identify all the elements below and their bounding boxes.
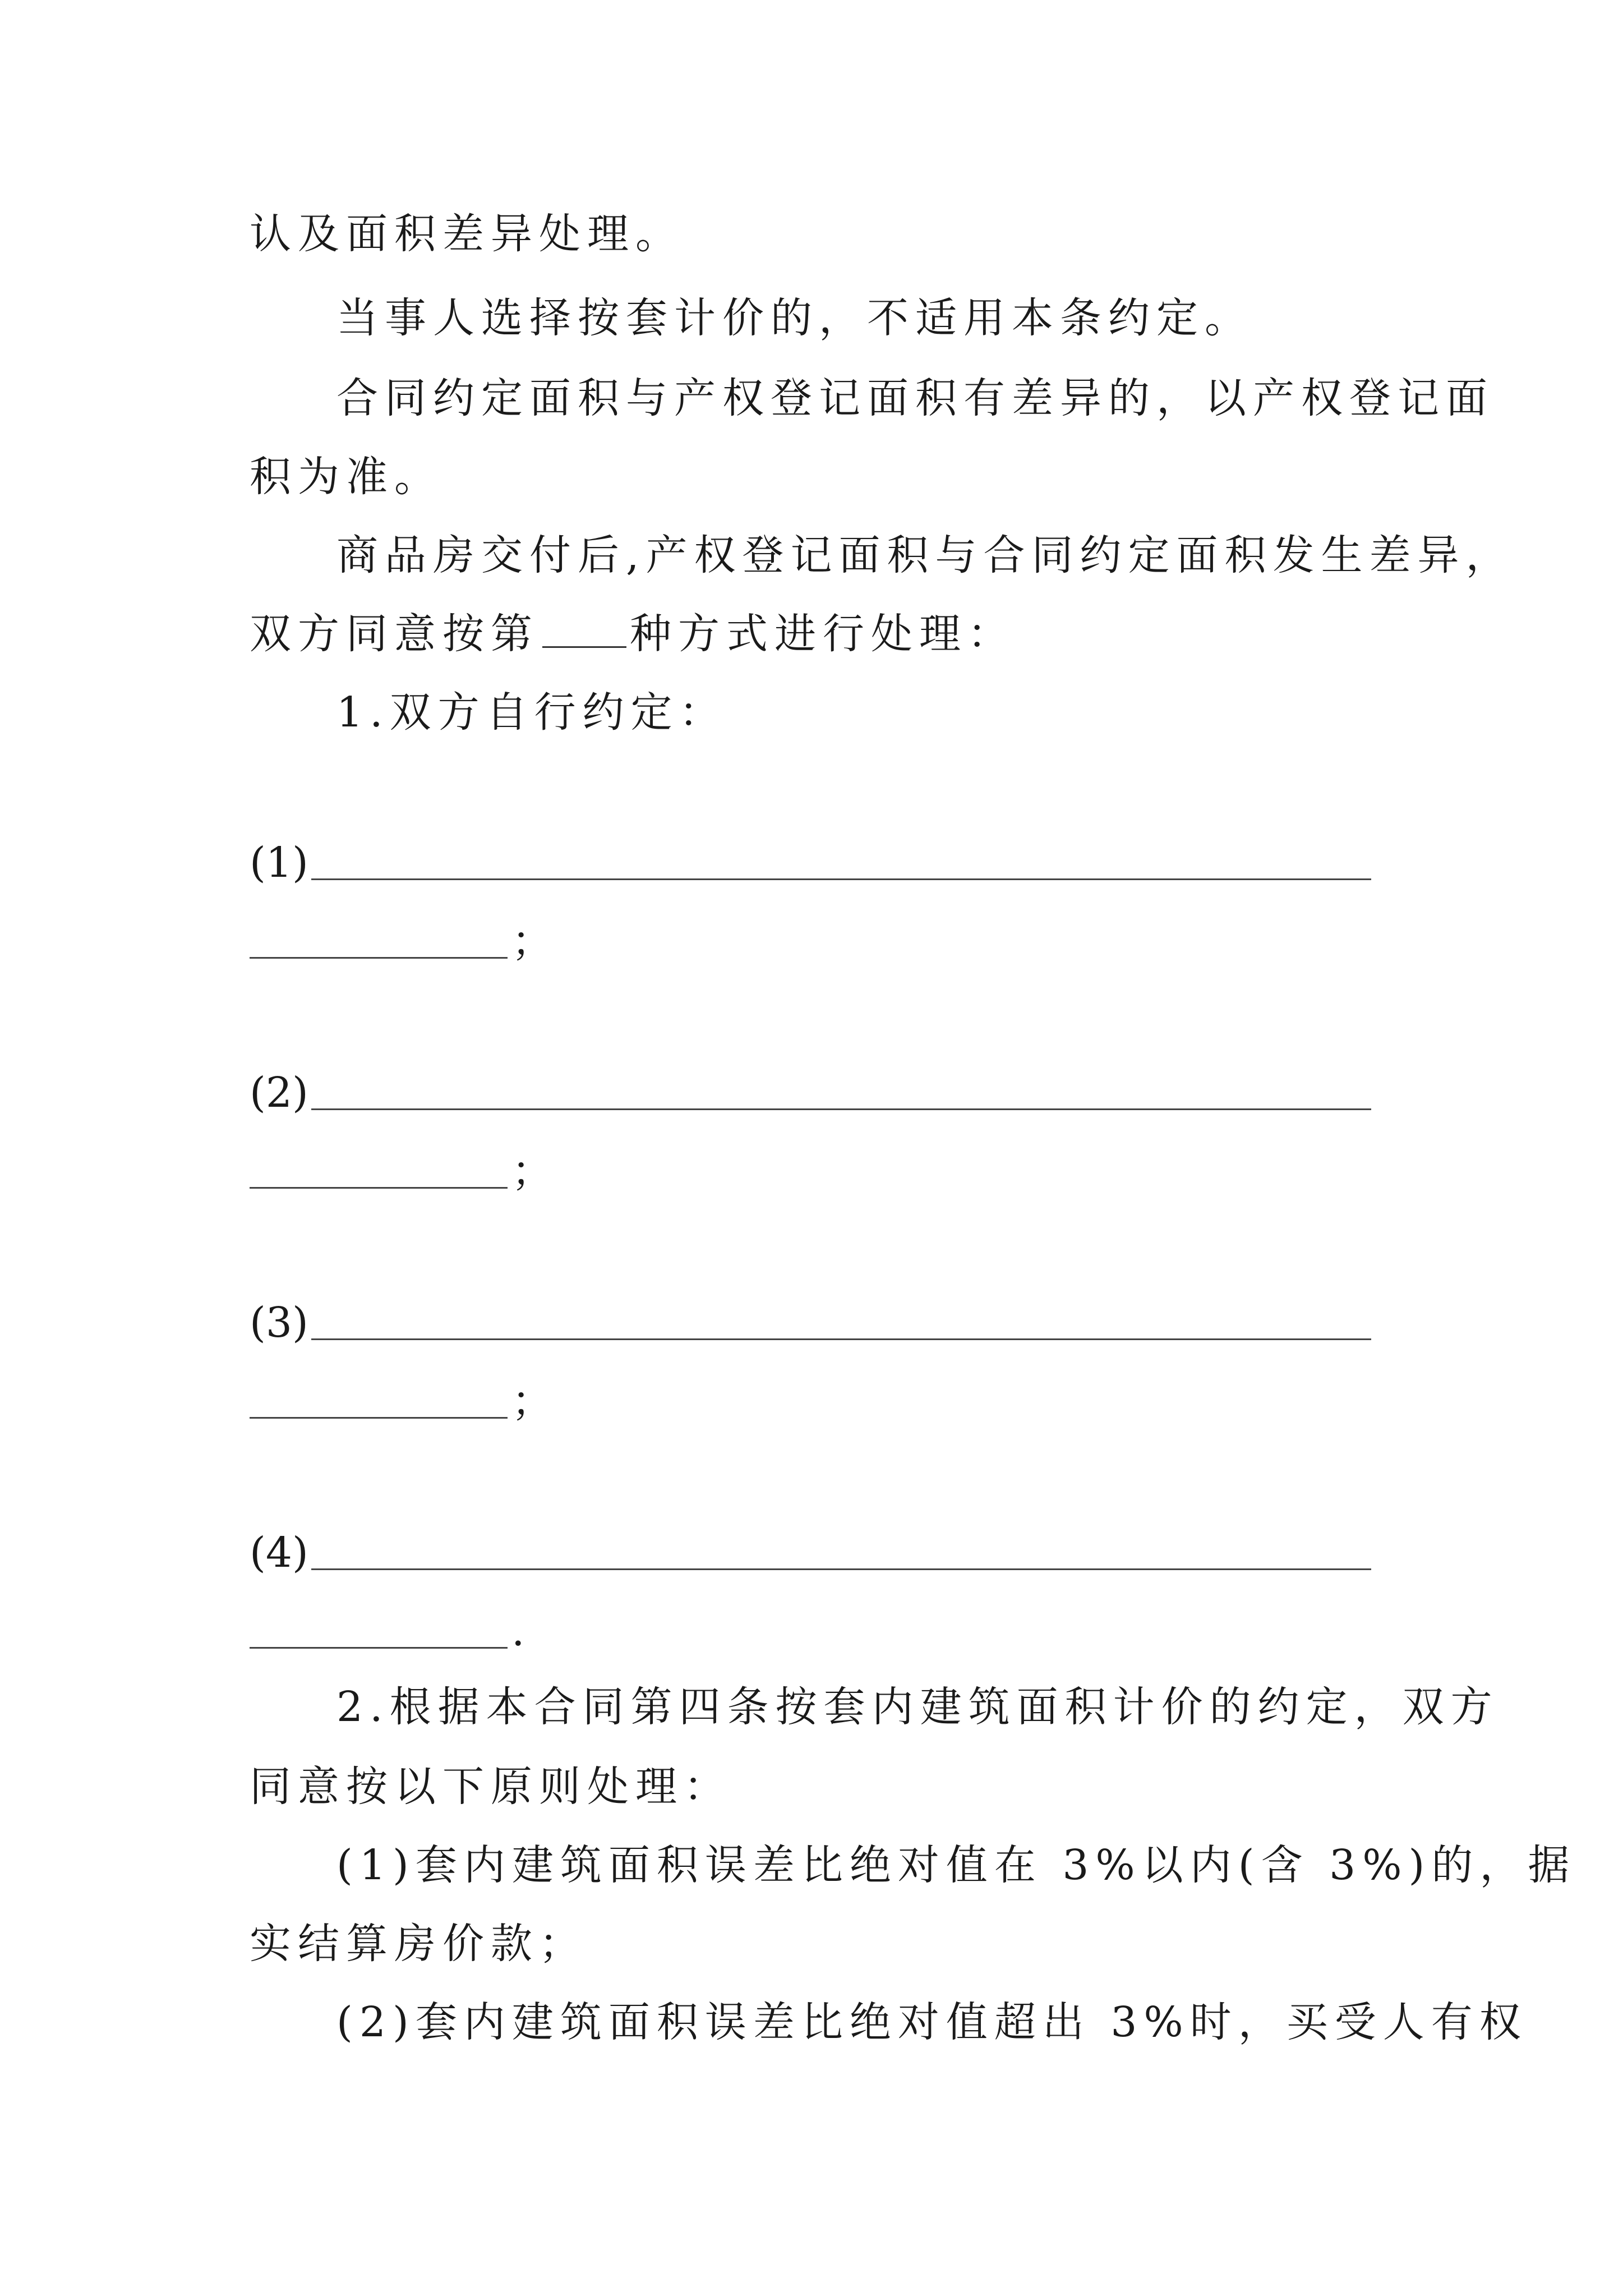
paragraph-line bbox=[250, 609, 1016, 659]
fill-item-label: (3) bbox=[250, 1299, 308, 1347]
paragraph-line: 同意按以下原则处理： bbox=[250, 1763, 732, 1811]
paragraph-line: 合同约定面积与产权登记面积有差异的，以产权登记面 bbox=[336, 374, 1494, 422]
fill-item-blank-line[interactable] bbox=[250, 1187, 508, 1189]
method-number-blank[interactable] bbox=[542, 613, 626, 648]
fill-item-label: (2) bbox=[250, 1069, 308, 1117]
paragraph-line: 1.双方自行约定： bbox=[336, 688, 727, 737]
paragraph-line: 当事人选择按套计价的，不适用本条约定。 bbox=[336, 294, 1253, 342]
fill-item-blank-line[interactable] bbox=[311, 1108, 1371, 1110]
fill-item-blank-line[interactable] bbox=[311, 878, 1371, 880]
paragraph-line: (1)套内建筑面积误差比绝对值在 3%以内(含 3%)的，据 bbox=[336, 1841, 1576, 1889]
fill-item-end-mark: . bbox=[511, 1607, 525, 1655]
paragraph-text: 双方同意按第 bbox=[250, 610, 539, 658]
fill-item-blank-line[interactable] bbox=[250, 1417, 508, 1419]
fill-item-label: (4) bbox=[250, 1529, 308, 1577]
paragraph-line: 实结算房价款； bbox=[250, 1920, 587, 1968]
fill-item-end-mark: ； bbox=[511, 1147, 553, 1195]
fill-item-end-mark: ； bbox=[511, 917, 553, 965]
paragraph-line: (2)套内建筑面积误差比绝对值超出 3%时，买受人有权 bbox=[336, 1998, 1528, 2046]
fill-item-blank-line[interactable] bbox=[311, 1568, 1371, 1570]
fill-item-blank-line[interactable] bbox=[311, 1338, 1371, 1340]
fill-item-label: (1) bbox=[250, 839, 308, 887]
fill-item-end-mark: ； bbox=[511, 1377, 553, 1425]
fill-item-blank-line[interactable] bbox=[250, 1647, 508, 1649]
paragraph-line: 积为准。 bbox=[250, 453, 442, 501]
fill-item-blank-line[interactable] bbox=[250, 957, 508, 959]
paragraph-text: 种方式进行处理： bbox=[630, 610, 1016, 658]
paragraph-line: 认及面积差异处理。 bbox=[250, 210, 684, 258]
paragraph-line: 2.根据本合同第四条按套内建筑面积计价的约定，双方 bbox=[336, 1683, 1499, 1731]
paragraph-line: 商品房交付后,产权登记面积与合同约定面积发生差异， bbox=[336, 531, 1514, 579]
